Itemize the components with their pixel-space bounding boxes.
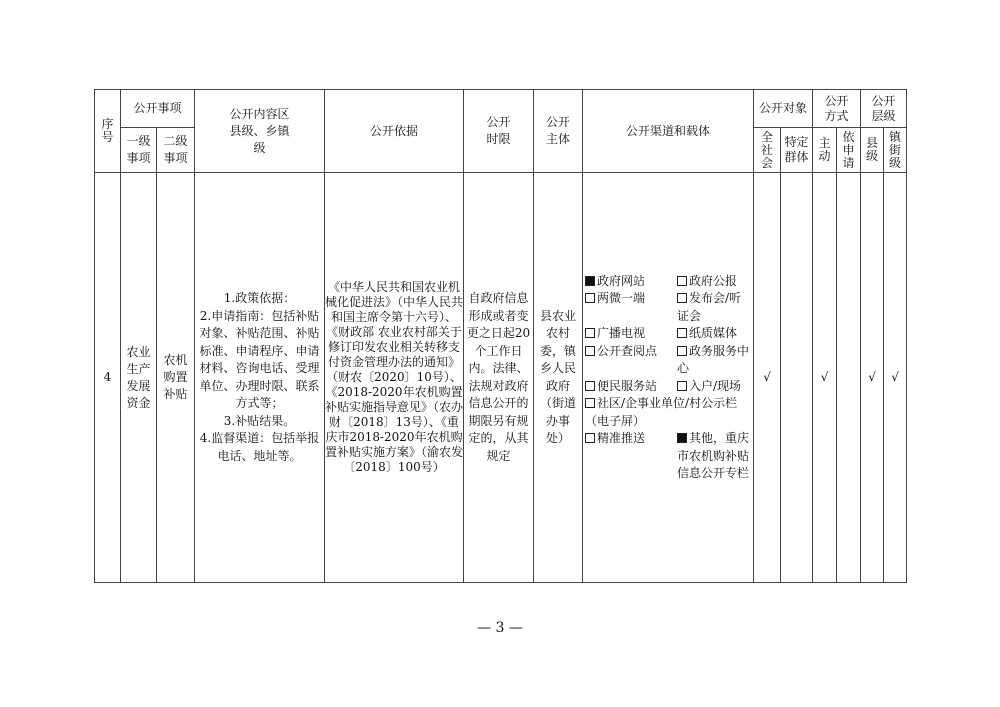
checkbox-icon xyxy=(585,293,595,303)
header-level-county: 县级 xyxy=(861,128,884,173)
header-subject: 公开主体 xyxy=(534,90,583,173)
row-level-town: √ xyxy=(884,173,907,583)
header-seq: 序号 xyxy=(95,90,121,173)
checkbox-icon xyxy=(677,293,687,303)
channel-item: 政府公报 xyxy=(677,273,753,291)
checkbox-icon xyxy=(585,433,595,443)
header-method-active: 主动 xyxy=(813,128,837,173)
channel-item: 社区/企事业单位/村公示栏（电子屏） xyxy=(585,396,738,428)
row-method-apply xyxy=(837,173,861,583)
header-level-town: 镇街级 xyxy=(884,128,907,173)
channel-item: 入户/现场 xyxy=(677,378,753,396)
row-level2: 农机购置补贴 xyxy=(157,173,195,583)
header-method: 公开方式 xyxy=(813,90,861,128)
checkbox-icon xyxy=(585,276,595,286)
row-target-group xyxy=(781,173,813,583)
content-line: 2.申请指南：包括补贴对象、补贴范围、补贴标准、申请程序、申请材料、咨询电话、受理单位、办理时限、联系方式等； xyxy=(199,308,320,410)
channel-item: 便民服务站 xyxy=(585,378,677,396)
row-method-active: √ xyxy=(813,173,837,583)
checkbox-icon xyxy=(677,381,687,391)
channel-item: 广播电视 xyxy=(585,325,677,343)
checkbox-icon xyxy=(585,346,595,356)
checkbox-icon xyxy=(677,276,687,286)
page-number: — 3 — xyxy=(477,620,523,636)
row-basis: 《中华人民共和国农业机械化促进法》（中华人民共和国主席令第十六号）、《财政部 农业农村部关于修订印发农业相关转移支付资金管理办法的通知》（财农〔2020〕10号）、《2018-2020年农机购置补贴实施指导意见》（农办财〔2018〕13号）、《重庆市2018-2020年农机购置补贴实施方案》（渝农发〔2018〕100号） xyxy=(325,173,464,583)
row-time-limit: 自政府信息形成或者变更之日起20个工作日内。法律、法规对政府信息公开的期限另有规定的，从其规定 xyxy=(464,173,534,583)
channel-item: 两微一端 xyxy=(585,290,677,325)
channel-item: 政府网站 xyxy=(585,273,677,291)
header-level2: 二级事项 xyxy=(157,128,195,173)
row-level1: 农业生产发展资金 xyxy=(121,173,157,583)
checkbox-icon xyxy=(585,328,595,338)
header-content: 公开内容区县级、乡镇级 xyxy=(195,90,325,173)
checkbox-icon xyxy=(585,381,595,391)
checkbox-icon xyxy=(677,328,687,338)
disclosure-table xyxy=(94,89,907,583)
channel-item: 纸质媒体 xyxy=(677,325,753,343)
row-channels xyxy=(583,173,754,583)
content-line: 4.监督渠道：包括举报电话、地址等。 xyxy=(199,431,320,463)
channel-item: 精准推送 xyxy=(585,430,677,448)
channel-item: 政务服务中心 xyxy=(677,343,750,375)
row-target-all: √ xyxy=(754,173,781,583)
header-method-apply: 依申请 xyxy=(837,128,861,173)
checkbox-icon xyxy=(677,346,687,356)
header-target-all: 全社会 xyxy=(754,128,781,173)
header-level: 公开层级 xyxy=(861,90,907,128)
checkbox-icon xyxy=(585,398,595,408)
header-items: 公开事项 xyxy=(121,90,195,128)
header-target-group: 特定群体 xyxy=(781,128,813,173)
row-seq: 4 xyxy=(95,173,121,583)
row-content xyxy=(195,173,325,583)
channel-item: 发布会/听证会 xyxy=(677,291,742,323)
header-level1: 一级事项 xyxy=(121,128,157,173)
checkbox-icon xyxy=(677,433,687,443)
row-level-county: √ xyxy=(861,173,884,583)
header-basis: 公开依据 xyxy=(325,90,464,173)
header-target: 公开对象 xyxy=(754,90,813,128)
channel-item: 其他，重庆市农机购补贴信息公开专栏 xyxy=(677,431,750,480)
row-subject: 县农业农村委，镇乡人民政府（街道办事处） xyxy=(534,173,583,583)
header-time-limit: 公开时限 xyxy=(464,90,534,173)
channel-item: 公开查阅点 xyxy=(585,343,677,378)
header-channel: 公开渠道和载体 xyxy=(583,90,754,173)
content-line: 3.补贴结果。 xyxy=(223,413,296,428)
content-line: 1.政策依据： xyxy=(223,291,296,305)
